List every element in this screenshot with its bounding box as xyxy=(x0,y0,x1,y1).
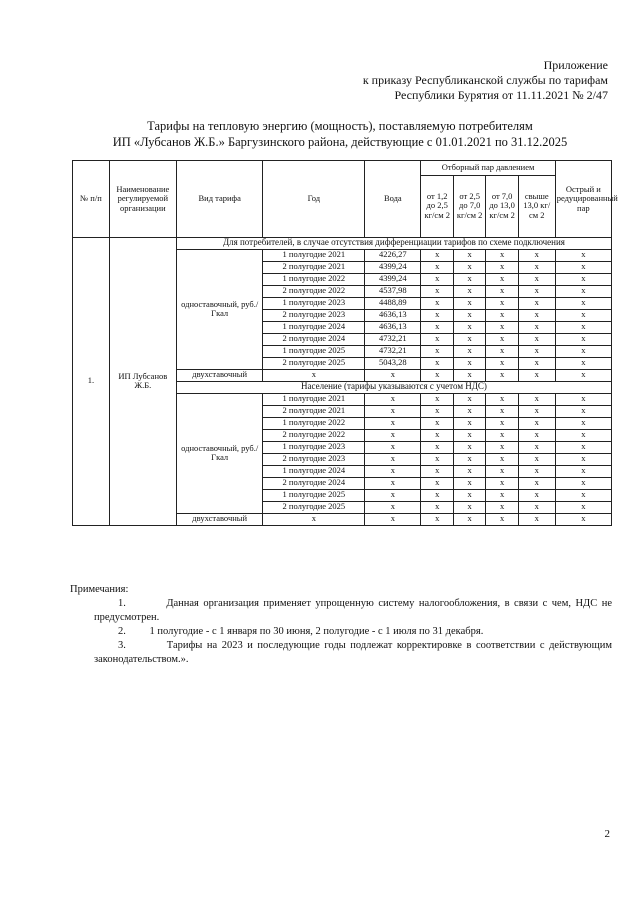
x-cell: x xyxy=(518,357,555,369)
header-org: Наименование регулируемой организации xyxy=(109,161,176,238)
water-value: x xyxy=(365,405,421,417)
x-cell: x xyxy=(421,477,453,489)
x-cell: x xyxy=(421,261,453,273)
appendix-line-1: Приложение xyxy=(543,58,608,72)
x-cell: x xyxy=(421,333,453,345)
x-cell: x xyxy=(555,405,611,417)
x-cell: x xyxy=(518,285,555,297)
x-cell: x xyxy=(421,285,453,297)
x-cell: x xyxy=(263,369,365,381)
water-value: 4226,27 xyxy=(365,249,421,261)
x-cell: x xyxy=(518,417,555,429)
note-2 xyxy=(94,625,612,639)
x-cell: x xyxy=(453,489,485,501)
x-cell: x xyxy=(453,357,485,369)
x-cell: x xyxy=(486,513,518,525)
x-cell: x xyxy=(486,465,518,477)
x-cell: x xyxy=(555,429,611,441)
one-part-tariff-label: одноставочный, руб./Гкал xyxy=(176,393,263,513)
x-cell: x xyxy=(453,345,485,357)
water-value: x xyxy=(365,429,421,441)
x-cell: x xyxy=(453,453,485,465)
period-cell: 2 полугодие 2024 xyxy=(263,477,365,489)
x-cell: x xyxy=(421,273,453,285)
note-1-num: 1. xyxy=(118,598,126,609)
x-cell: x xyxy=(555,285,611,297)
period-cell: 2 полугодие 2023 xyxy=(263,453,365,465)
x-cell: x xyxy=(486,393,518,405)
x-cell: x xyxy=(453,441,485,453)
x-cell: x xyxy=(518,465,555,477)
x-cell: x xyxy=(421,345,453,357)
water-value: 4399,24 xyxy=(365,261,421,273)
period-cell: 1 полугодие 2023 xyxy=(263,441,365,453)
x-cell: x xyxy=(518,501,555,513)
x-cell: x xyxy=(555,489,611,501)
x-cell: x xyxy=(555,369,611,381)
x-cell: x xyxy=(453,513,485,525)
document-title xyxy=(60,118,620,150)
x-cell: x xyxy=(518,489,555,501)
x-cell: x xyxy=(421,429,453,441)
period-cell: 1 полугодие 2022 xyxy=(263,273,365,285)
x-cell: x xyxy=(453,249,485,261)
period-cell: 1 полугодие 2023 xyxy=(263,297,365,309)
period-cell: 2 полугодие 2022 xyxy=(263,429,365,441)
x-cell: x xyxy=(518,345,555,357)
x-cell: x xyxy=(555,465,611,477)
x-cell: x xyxy=(518,309,555,321)
one-part-tariff-label: одноставочный, руб./Гкал xyxy=(176,249,263,369)
water-value: x xyxy=(365,417,421,429)
x-cell: x xyxy=(555,441,611,453)
row-number: 1. xyxy=(73,237,110,525)
water-value: 4636,13 xyxy=(365,309,421,321)
x-cell: x xyxy=(486,309,518,321)
x-cell: x xyxy=(486,321,518,333)
x-cell: x xyxy=(421,297,453,309)
x-cell: x xyxy=(518,513,555,525)
x-cell: x xyxy=(486,417,518,429)
two-part-tariff-label: двухставочный xyxy=(176,369,263,381)
x-cell: x xyxy=(453,321,485,333)
header-steam-4: свыше 13,0 кг/см 2 xyxy=(518,175,555,237)
x-cell: x xyxy=(555,273,611,285)
water-value: 4636,13 xyxy=(365,321,421,333)
x-cell: x xyxy=(486,429,518,441)
x-cell: x xyxy=(421,501,453,513)
period-cell: 2 полугодие 2023 xyxy=(263,309,365,321)
water-value: 4732,21 xyxy=(365,333,421,345)
x-cell: x xyxy=(421,357,453,369)
period-cell: 2 полугодие 2021 xyxy=(263,261,365,273)
water-value: 4732,21 xyxy=(365,345,421,357)
water-value: x xyxy=(365,501,421,513)
x-cell: x xyxy=(421,513,453,525)
water-value: 4537,98 xyxy=(365,285,421,297)
header-steam-3: от 7,0 до 13,0 кг/см 2 xyxy=(486,175,518,237)
x-cell: x xyxy=(518,321,555,333)
period-cell: 1 полугодие 2021 xyxy=(263,249,365,261)
x-cell: x xyxy=(421,369,453,381)
x-cell: x xyxy=(486,453,518,465)
x-cell: x xyxy=(555,321,611,333)
water-value: 4488,89 xyxy=(365,297,421,309)
x-cell: x xyxy=(486,477,518,489)
x-cell: x xyxy=(518,261,555,273)
x-cell: x xyxy=(421,453,453,465)
x-cell: x xyxy=(421,441,453,453)
title-line-2: ИП «Лубсанов Ж.Б.» Баргузинского района, действующие с 01.01.2021 по 31.12.2025 xyxy=(112,135,568,149)
title-line-1: Тарифы на тепловую энергию (мощность), поставляемую потребителям xyxy=(147,119,533,133)
x-cell: x xyxy=(453,501,485,513)
water-value: x xyxy=(365,453,421,465)
period-cell: 2 полугодие 2025 xyxy=(263,501,365,513)
period-cell: 2 полугодие 2022 xyxy=(263,285,365,297)
notes-heading: Примечания: xyxy=(70,584,129,595)
x-cell: x xyxy=(486,489,518,501)
section-title-row xyxy=(73,237,612,249)
organization-name: ИП Лубсанов Ж.Б. xyxy=(109,237,176,525)
x-cell: x xyxy=(518,369,555,381)
note-1 xyxy=(94,597,612,625)
note-3 xyxy=(94,639,612,667)
x-cell: x xyxy=(486,333,518,345)
x-cell: x xyxy=(453,297,485,309)
appendix-header xyxy=(288,58,608,103)
x-cell: x xyxy=(453,285,485,297)
water-value: x xyxy=(365,477,421,489)
x-cell: x xyxy=(555,357,611,369)
x-cell: x xyxy=(486,273,518,285)
water-value: x xyxy=(365,393,421,405)
x-cell: x xyxy=(263,513,365,525)
header-num: № п/п xyxy=(73,161,110,238)
appendix-line-3: Республики Бурятия от 11.11.2021 № 2/47 xyxy=(394,88,608,102)
period-cell: 1 полугодие 2024 xyxy=(263,321,365,333)
x-cell: x xyxy=(555,501,611,513)
note-1-text: Данная организация применяет упрощенную систему налогообложения, в связи с чем, НДС не предусмотрен. xyxy=(94,598,612,623)
x-cell: x xyxy=(453,465,485,477)
period-cell: 2 полугодие 2021 xyxy=(263,405,365,417)
x-cell: x xyxy=(518,477,555,489)
x-cell: x xyxy=(421,405,453,417)
x-cell: x xyxy=(486,261,518,273)
x-cell: x xyxy=(453,261,485,273)
x-cell: x xyxy=(486,345,518,357)
x-cell: x xyxy=(453,333,485,345)
x-cell: x xyxy=(518,453,555,465)
x-cell: x xyxy=(518,273,555,285)
tariff-table-body xyxy=(73,237,612,525)
note-3-text: Тарифы на 2023 и последующие годы подлежат корректировке в соответствии с действующим законодательством.». xyxy=(94,640,612,665)
x-cell: x xyxy=(555,261,611,273)
period-cell: 1 полугодие 2021 xyxy=(263,393,365,405)
x-cell: x xyxy=(518,333,555,345)
period-cell: 1 полугодие 2025 xyxy=(263,345,365,357)
x-cell: x xyxy=(518,297,555,309)
x-cell: x xyxy=(555,513,611,525)
x-cell: x xyxy=(453,309,485,321)
header-steam-2: от 2,5 до 7,0 кг/см 2 xyxy=(453,175,485,237)
header-steam-group: Отборный пар давлением xyxy=(421,161,555,176)
two-part-tariff-label: двухставочный xyxy=(176,513,263,525)
x-cell: x xyxy=(555,297,611,309)
x-cell: x xyxy=(486,405,518,417)
x-cell: x xyxy=(365,369,421,381)
x-cell: x xyxy=(365,513,421,525)
header-steam-1: от 1,2 до 2,5 кг/см 2 xyxy=(421,175,453,237)
x-cell: x xyxy=(555,309,611,321)
x-cell: x xyxy=(555,345,611,357)
water-value: 5043,28 xyxy=(365,357,421,369)
x-cell: x xyxy=(421,489,453,501)
water-value: x xyxy=(365,441,421,453)
x-cell: x xyxy=(421,393,453,405)
x-cell: x xyxy=(421,249,453,261)
x-cell: x xyxy=(486,285,518,297)
x-cell: x xyxy=(518,429,555,441)
x-cell: x xyxy=(518,441,555,453)
x-cell: x xyxy=(486,357,518,369)
x-cell: x xyxy=(555,453,611,465)
x-cell: x xyxy=(486,369,518,381)
note-3-num: 3. xyxy=(118,640,126,651)
x-cell: x xyxy=(453,417,485,429)
x-cell: x xyxy=(518,393,555,405)
x-cell: x xyxy=(453,429,485,441)
x-cell: x xyxy=(555,477,611,489)
header-sharp-steam: Острый и редуцированный пар xyxy=(555,161,611,238)
x-cell: x xyxy=(486,441,518,453)
section-title: Население (тарифы указываются с учетом НДС) xyxy=(176,381,611,393)
period-cell: 1 полугодие 2025 xyxy=(263,489,365,501)
x-cell: x xyxy=(453,405,485,417)
water-value: 4399,24 xyxy=(365,273,421,285)
header-year: Год xyxy=(263,161,365,238)
page-number: 2 xyxy=(604,828,610,840)
x-cell: x xyxy=(453,273,485,285)
section-title: Для потребителей, в случае отсутствия дифференциации тарифов по схеме подключения xyxy=(176,237,611,249)
header-water: Вода xyxy=(365,161,421,238)
x-cell: x xyxy=(453,369,485,381)
x-cell: x xyxy=(486,501,518,513)
x-cell: x xyxy=(421,417,453,429)
x-cell: x xyxy=(486,249,518,261)
x-cell: x xyxy=(486,297,518,309)
x-cell: x xyxy=(453,393,485,405)
tariff-table xyxy=(72,160,618,526)
note-2-num: 2. xyxy=(118,626,126,637)
water-value: x xyxy=(365,465,421,477)
x-cell: x xyxy=(453,477,485,489)
x-cell: x xyxy=(518,249,555,261)
note-2-text: 1 полугодие - с 1 января по 30 июня, 2 полугодие - с 1 июля по 31 декабря. xyxy=(149,626,484,637)
x-cell: x xyxy=(555,417,611,429)
header-type: Вид тарифа xyxy=(176,161,263,238)
water-value: x xyxy=(365,489,421,501)
period-cell: 1 полугодие 2024 xyxy=(263,465,365,477)
period-cell: 1 полугодие 2022 xyxy=(263,417,365,429)
period-cell: 2 полугодие 2024 xyxy=(263,333,365,345)
x-cell: x xyxy=(555,333,611,345)
period-cell: 2 полугодие 2025 xyxy=(263,357,365,369)
notes xyxy=(70,583,612,667)
x-cell: x xyxy=(421,309,453,321)
x-cell: x xyxy=(555,249,611,261)
x-cell: x xyxy=(518,405,555,417)
x-cell: x xyxy=(421,465,453,477)
appendix-line-2: к приказу Республиканской службы по тарифам xyxy=(362,73,608,87)
x-cell: x xyxy=(555,393,611,405)
x-cell: x xyxy=(421,321,453,333)
